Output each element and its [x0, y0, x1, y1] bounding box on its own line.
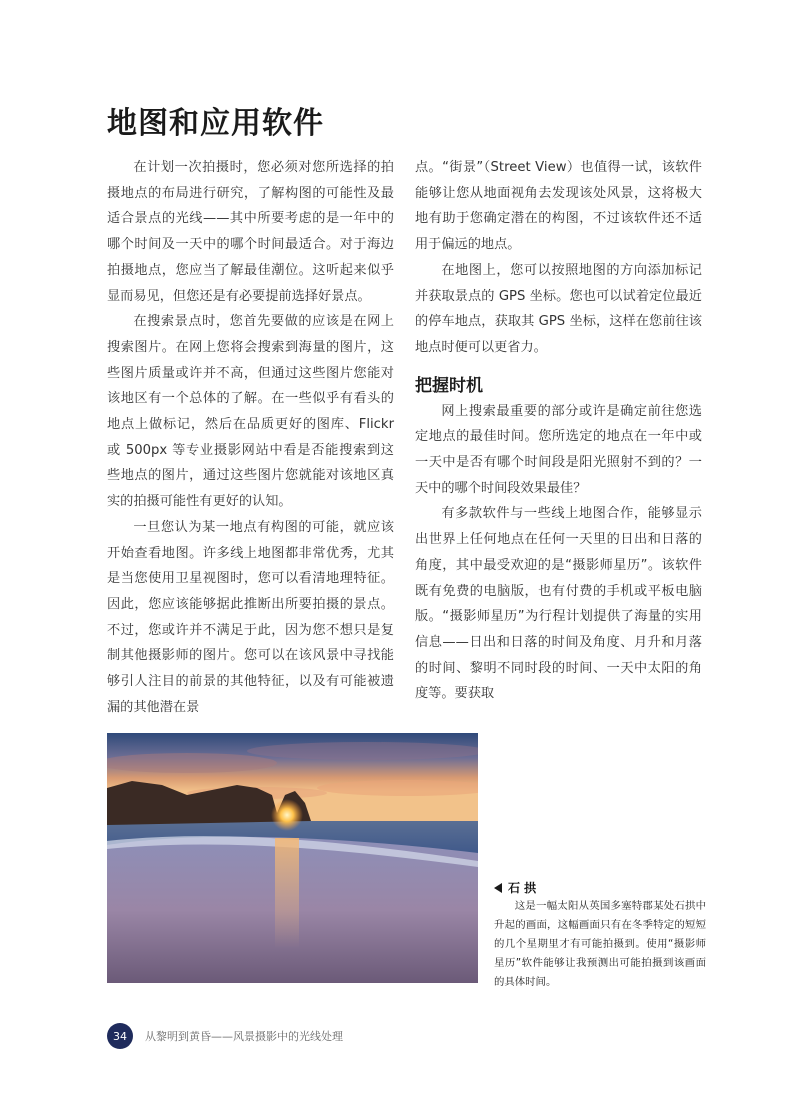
right-column	[415, 155, 702, 707]
caption-heading: 石 拱	[508, 881, 537, 895]
section-heading: 把握时机	[415, 375, 483, 396]
running-title: 从黎明到黄昏——风景摄影中的光线处理	[145, 1030, 343, 1043]
sunrise-arch-photo	[107, 733, 478, 983]
paragraph: 在计划一次拍摄时，您必须对您所选择的拍摄地点的布局进行研究，了解构图的可能性及最适合景点的光线——其中所要考虑的是一年中的哪个时间及一天中的哪个时间最适合。对于海边拍摄地点，您应当了解最佳潮位。这听起来似乎显而易见，但您还是有必要提前选择好景点。	[107, 160, 394, 304]
page-title: 地图和应用软件	[107, 106, 324, 141]
paragraph: 在地图上，您可以按照地图的方向添加标记并获取景点的 GPS 坐标。您也可以试着定位最近的停车地点，获取其 GPS 坐标，这样在您前往该地点时便可以更省力。	[415, 262, 702, 355]
page-footer	[107, 1023, 343, 1049]
paragraph: 一旦您认为某一地点有构图的可能，就应该开始查看地图。许多线上地图都非常优秀，尤其是当您使用卫星视图时，您可以看清地理特征。因此，您应该能够据此推断出所要拍摄的景点。不过，您或许并不满足于此，因为您不想只是复制其他摄影师的图片。您可以在该风景中寻找能够引人注目的前景的其他特征，以及有可能被遗漏的其他潜在景	[107, 519, 394, 715]
paragraph: 在搜索景点时，您首先要做的应该是在网上搜索图片。在网上您将会搜索到海量的图片，这些图片质量或许并不高，但通过这些图片您能对该地区有一个总体的了解。在一些似乎有看头的地点上做标记，然后在品质更好的图库、Flickr 或 500px 等专业摄影网站中看是否能搜索到这些地点的图片，通过这些图片您就能对该地区真实的拍摄可能性有更好的认知。	[107, 314, 394, 510]
caption-body: 这是一幅太阳从英国多塞特郡某处石拱中升起的画面，这幅画面只有在冬季特定的短短的几个星期里才有可能拍摄到。使用“摄影师星历”软件能够让我预测出可能拍摄到该画面的具体时间。	[494, 900, 706, 988]
left-column	[107, 155, 394, 720]
photo-caption	[494, 880, 706, 992]
page-number: 34	[107, 1023, 133, 1049]
paragraph: 网上搜索最重要的部分或许是确定前往您选定地点的最佳时间。您所选定的地点在一年中或一天中是否有哪个时间段是阳光照射不到的？一天中的哪个时间段效果最佳？	[415, 403, 702, 496]
paragraph: 有多款软件与一些线上地图合作，能够显示出世界上任何地点在任何一天里的日出和日落的角度，其中最受欢迎的是“摄影师星历”。该软件既有免费的电脑版，也有付费的手机或平板电脑版。“摄影师星历”为行程计划提供了海量的实用信息——日出和日落的时间及角度、月升和月落的时间、黎明不同时段的时间、一天中太阳的角度等。要获取	[415, 506, 702, 702]
left-triangle-icon	[494, 883, 502, 893]
paragraph-continuation: 点。“街景”（Street View）也值得一试，该软件能够让您从地面视角去发现该处风景，这将极大地有助于您确定潜在的构图，不过该软件还不适用于偏远的地点。	[415, 160, 702, 253]
